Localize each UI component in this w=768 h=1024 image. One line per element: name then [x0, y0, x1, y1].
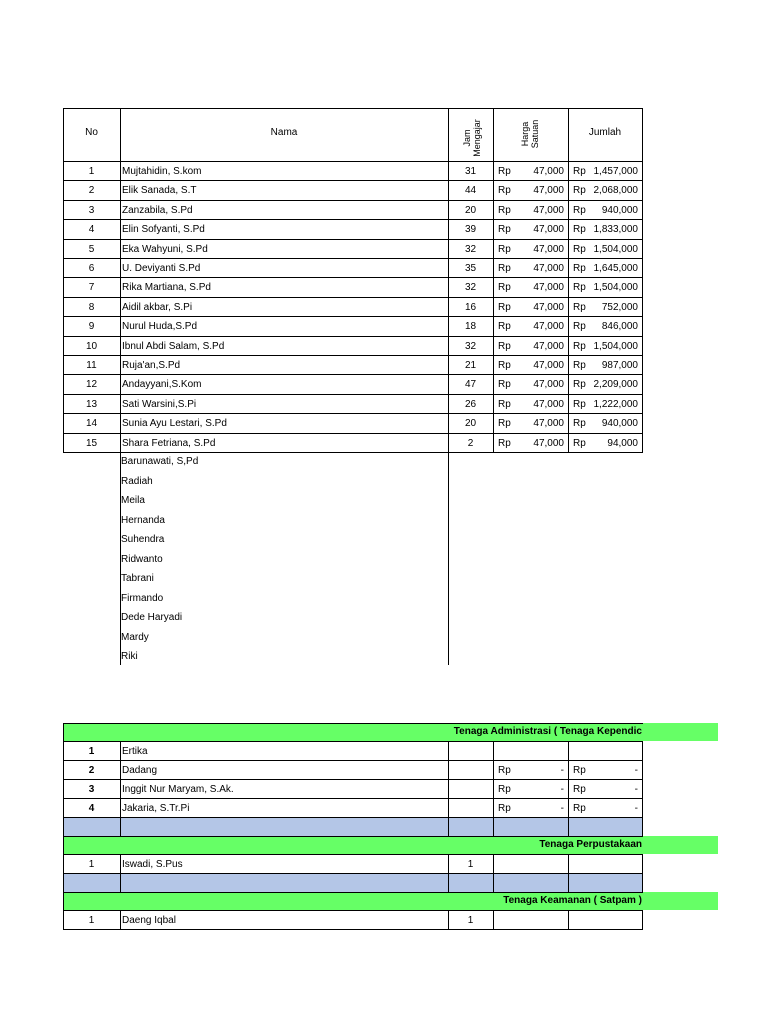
cell-jam: 31	[464, 166, 477, 177]
grid-line	[448, 854, 449, 874]
cell-jumlah: 1,504,000	[593, 282, 638, 293]
grid-line	[120, 452, 121, 665]
cell-no: 5	[88, 244, 95, 255]
grid-line	[568, 910, 569, 930]
cell-no: 13	[85, 399, 98, 410]
grid-line	[63, 200, 643, 201]
grid-line	[63, 779, 643, 780]
cell-harga: 47,000	[533, 418, 564, 429]
cell-rp-harga: Rp	[498, 784, 511, 795]
cell-no: 3	[88, 784, 95, 795]
cell-jumlah: -	[634, 803, 638, 814]
cell-nama: Andayyani,S.Kom	[122, 379, 202, 390]
grid-line	[63, 873, 643, 874]
grid-line	[448, 779, 449, 799]
grid-line	[642, 910, 643, 930]
cell-jumlah: 987,000	[601, 360, 638, 371]
cell-jumlah: 2,209,000	[593, 379, 638, 390]
grid-line	[63, 892, 643, 893]
cell-harga: 47,000	[533, 438, 564, 449]
grid-line	[120, 817, 121, 837]
cell-rp-jumlah: Rp	[573, 803, 586, 814]
grid-line	[493, 817, 494, 837]
list-item: Mardy	[121, 632, 149, 643]
cell-jam: 20	[464, 205, 477, 216]
cell-rp-jumlah: Rp	[573, 360, 586, 371]
grid-line	[493, 760, 494, 780]
cell-rp-jumlah: Rp	[573, 166, 586, 177]
grid-line	[63, 760, 643, 761]
grid-line	[63, 433, 643, 434]
grid-line	[63, 836, 643, 837]
grid-line	[642, 108, 643, 453]
cell-jumlah: 1,504,000	[593, 341, 638, 352]
grid-line	[642, 854, 643, 874]
cell-jam: 18	[464, 321, 477, 332]
cell-no: 11	[86, 360, 97, 371]
list-item: Tabrani	[121, 573, 154, 584]
cell-jumlah: 1,833,000	[593, 224, 638, 235]
cell-jumlah: -	[634, 765, 638, 776]
grid-line	[63, 297, 643, 298]
cell-jam: 1	[467, 859, 474, 870]
cell-no: 1	[88, 915, 95, 926]
grid-line	[63, 374, 643, 375]
grid-line	[63, 910, 643, 911]
cell-jumlah: 940,000	[601, 418, 638, 429]
list-item: Suhendra	[121, 534, 165, 545]
grid-line	[568, 873, 569, 893]
cell-harga: 47,000	[533, 302, 564, 313]
grid-line	[63, 452, 643, 453]
cell-nama: Iswadi, S.Pus	[122, 859, 183, 870]
grid-line	[63, 219, 643, 220]
grid-line	[568, 779, 569, 799]
cell-no: 12	[85, 379, 98, 390]
grid-line	[568, 760, 569, 780]
cell-rp-jumlah: Rp	[573, 765, 586, 776]
grid-line	[63, 277, 643, 278]
cell-rp-harga: Rp	[498, 399, 511, 410]
grid-line	[63, 161, 643, 162]
cell-jumlah: 1,222,000	[593, 399, 638, 410]
grid-line	[642, 817, 643, 837]
cell-no: 8	[88, 302, 95, 313]
cell-jumlah: 1,645,000	[593, 263, 638, 274]
cell-jam: 39	[464, 224, 477, 235]
grid-line	[63, 316, 643, 317]
cell-jam: 16	[464, 302, 477, 313]
cell-nama: Dadang	[122, 765, 158, 776]
grid-line	[63, 798, 64, 818]
cell-rp-harga: Rp	[498, 166, 511, 177]
grid-line	[120, 873, 121, 893]
list-item: Riki	[121, 651, 138, 662]
grid-line	[642, 760, 643, 780]
cell-nama: Sunia Ayu Lestari, S.Pd	[122, 418, 227, 429]
header-jam-line2: Mengajar	[472, 119, 482, 157]
grid-line	[568, 854, 569, 874]
cell-rp-harga: Rp	[498, 224, 511, 235]
cell-rp-harga: Rp	[498, 244, 511, 255]
grid-line	[493, 910, 494, 930]
grid-line	[63, 355, 643, 356]
list-item: Barunawati, S,Pd	[121, 456, 199, 467]
cell-rp-jumlah: Rp	[573, 224, 586, 235]
grid-line	[642, 779, 643, 799]
grid-line	[120, 798, 121, 818]
cell-harga: 47,000	[533, 224, 564, 235]
section-title: Tenaga Perpustakaan	[539, 839, 642, 850]
grid-line	[493, 108, 494, 453]
cell-rp-jumlah: Rp	[573, 341, 586, 352]
grid-line	[120, 779, 121, 799]
cell-no: 9	[88, 321, 95, 332]
cell-jumlah: 846,000	[601, 321, 638, 332]
list-item: Dede Haryadi	[121, 612, 183, 623]
grid-line	[63, 817, 64, 837]
cell-harga: 47,000	[533, 166, 564, 177]
cell-rp-harga: Rp	[498, 302, 511, 313]
cell-nama: Ibnul Abdi Salam, S.Pd	[122, 341, 225, 352]
cell-no: 4	[88, 803, 95, 814]
grid-line	[448, 108, 449, 453]
grid-line	[568, 108, 569, 453]
cell-nama: Jakaria, S.Tr.Pi	[122, 803, 190, 814]
grid-line	[493, 779, 494, 799]
list-item: Hernanda	[121, 515, 165, 526]
list-item: Meila	[121, 495, 145, 506]
cell-rp-harga: Rp	[498, 321, 511, 332]
cell-nama: Daeng Iqbal	[122, 915, 176, 926]
section-title: Tenaga Administrasi ( Tenaga Kependic	[453, 726, 642, 737]
cell-nama: Nurul Huda,S.Pd	[122, 321, 198, 332]
cell-rp-harga: Rp	[498, 379, 511, 390]
cell-nama: Aidil akbar, S.Pi	[122, 302, 193, 313]
cell-jam: 32	[464, 341, 477, 352]
cell-no: 2	[88, 765, 95, 776]
section-title: Tenaga Keamanan ( Satpam )	[503, 895, 642, 906]
grid-line	[63, 413, 643, 414]
cell-rp-jumlah: Rp	[573, 321, 586, 332]
cell-harga: 47,000	[533, 185, 564, 196]
cell-jumlah: 1,504,000	[593, 244, 638, 255]
grid-line	[63, 929, 643, 930]
cell-rp-harga: Rp	[498, 360, 511, 371]
cell-harga: 47,000	[533, 360, 564, 371]
cell-jam: 32	[464, 282, 477, 293]
cell-rp-jumlah: Rp	[573, 263, 586, 274]
grid-line	[448, 798, 449, 818]
cell-rp-harga: Rp	[498, 803, 511, 814]
header-harga-satuan	[520, 94, 542, 174]
grid-line	[120, 854, 121, 874]
cell-rp-harga: Rp	[498, 282, 511, 293]
cell-rp-harga: Rp	[498, 341, 511, 352]
cell-jam: 35	[464, 263, 477, 274]
grid-line	[63, 873, 64, 893]
cell-jam: 47	[464, 379, 477, 390]
cell-nama: Elik Sanada, S.T	[122, 185, 197, 196]
cell-rp-harga: Rp	[498, 205, 511, 216]
cell-harga: 47,000	[533, 399, 564, 410]
grid-line	[63, 741, 643, 742]
grid-line	[63, 723, 64, 742]
cell-no: 1	[88, 746, 95, 757]
grid-line	[568, 817, 569, 837]
cell-harga: -	[560, 765, 564, 776]
header-harga-line2: Satuan	[530, 119, 540, 149]
cell-harga: 47,000	[533, 205, 564, 216]
grid-line	[63, 336, 643, 337]
grid-line	[63, 836, 64, 855]
grid-line	[642, 741, 643, 761]
cell-rp-harga: Rp	[498, 765, 511, 776]
cell-nama: Zanzabila, S.Pd	[122, 205, 193, 216]
cell-rp-jumlah: Rp	[573, 244, 586, 255]
cell-nama: Shara Fetriana, S.Pd	[122, 438, 216, 449]
cell-jam: 1	[467, 915, 474, 926]
cell-rp-harga: Rp	[498, 418, 511, 429]
cell-jumlah: 94,000	[607, 438, 638, 449]
cell-jam: 2	[467, 438, 474, 449]
grid-line	[63, 741, 64, 761]
cell-nama: Rika Martiana, S.Pd	[122, 282, 211, 293]
grid-line	[120, 760, 121, 780]
cell-rp-jumlah: Rp	[573, 379, 586, 390]
cell-jumlah: -	[634, 784, 638, 795]
cell-no: 4	[88, 224, 95, 235]
grid-line	[63, 760, 64, 780]
grid-line	[120, 741, 121, 761]
cell-harga: 47,000	[533, 263, 564, 274]
spacer-row	[63, 817, 642, 836]
header-harga-line1: Harga	[520, 121, 530, 147]
cell-harga: 47,000	[533, 282, 564, 293]
cell-rp-jumlah: Rp	[573, 784, 586, 795]
cell-rp-jumlah: Rp	[573, 438, 586, 449]
grid-line	[448, 817, 449, 837]
cell-no: 14	[85, 418, 98, 429]
header-no: No	[85, 127, 98, 138]
cell-jumlah: 1,457,000	[593, 166, 638, 177]
header-jam-line1: Jam	[462, 129, 472, 147]
grid-line	[568, 741, 569, 761]
grid-line	[448, 452, 449, 665]
grid-line	[63, 892, 64, 911]
cell-rp-harga: Rp	[498, 263, 511, 274]
grid-line	[493, 741, 494, 761]
cell-no: 10	[85, 341, 98, 352]
grid-line	[63, 723, 643, 724]
cell-no: 15	[85, 438, 98, 449]
cell-no: 2	[88, 185, 95, 196]
cell-jumlah: 940,000	[601, 205, 638, 216]
grid-line	[120, 108, 121, 453]
cell-jumlah: 2,068,000	[593, 185, 638, 196]
header-jumlah: Jumlah	[588, 127, 622, 138]
grid-line	[63, 798, 643, 799]
cell-jam: 32	[464, 244, 477, 255]
grid-line	[642, 798, 643, 818]
cell-harga: 47,000	[533, 244, 564, 255]
cell-rp-harga: Rp	[498, 438, 511, 449]
grid-line	[448, 873, 449, 893]
grid-line	[448, 741, 449, 761]
cell-harga: -	[560, 784, 564, 795]
grid-line	[63, 854, 643, 855]
cell-no: 1	[88, 859, 95, 870]
cell-nama: Sati Warsini,S.Pi	[122, 399, 197, 410]
grid-line	[63, 394, 643, 395]
cell-rp-jumlah: Rp	[573, 418, 586, 429]
grid-line	[63, 258, 643, 259]
cell-jumlah: 752,000	[601, 302, 638, 313]
header-nama: Nama	[270, 127, 298, 138]
cell-nama: Ruja'an,S.Pd	[122, 360, 181, 371]
spacer-row	[63, 873, 642, 892]
cell-nama: Mujtahidin, S.kom	[122, 166, 202, 177]
cell-nama: Inggit Nur Maryam, S.Ak.	[122, 784, 234, 795]
grid-line	[568, 798, 569, 818]
grid-line	[493, 854, 494, 874]
grid-line	[63, 108, 643, 109]
cell-jam: 20	[464, 418, 477, 429]
grid-line	[63, 854, 64, 874]
cell-rp-jumlah: Rp	[573, 302, 586, 313]
cell-jam: 26	[464, 399, 477, 410]
cell-harga: 47,000	[533, 341, 564, 352]
cell-harga: 47,000	[533, 321, 564, 332]
cell-jam: 21	[464, 360, 477, 371]
grid-line	[63, 180, 643, 181]
grid-line	[642, 873, 643, 893]
cell-rp-jumlah: Rp	[573, 282, 586, 293]
cell-harga: 47,000	[533, 379, 564, 390]
cell-rp-harga: Rp	[498, 185, 511, 196]
grid-line	[63, 817, 643, 818]
list-item: Firmando	[121, 593, 164, 604]
cell-rp-jumlah: Rp	[573, 185, 586, 196]
grid-line	[493, 798, 494, 818]
grid-line	[63, 910, 64, 930]
grid-line	[448, 760, 449, 780]
grid-line	[120, 910, 121, 930]
grid-line	[63, 779, 64, 799]
cell-no: 7	[88, 282, 95, 293]
grid-line	[493, 873, 494, 893]
cell-jam: 44	[464, 185, 477, 196]
cell-nama: Elin Sofyanti, S.Pd	[122, 224, 205, 235]
grid-line	[63, 239, 643, 240]
cell-rp-jumlah: Rp	[573, 399, 586, 410]
list-item: Radiah	[121, 476, 153, 487]
cell-nama: U. Deviyanti S.Pd	[122, 263, 201, 274]
cell-rp-jumlah: Rp	[573, 205, 586, 216]
cell-no: 6	[88, 263, 95, 274]
cell-harga: -	[560, 803, 564, 814]
grid-line	[63, 108, 64, 453]
cell-no: 1	[88, 166, 95, 177]
grid-line	[448, 910, 449, 930]
cell-no: 3	[88, 205, 95, 216]
cell-nama: Ertika	[122, 746, 148, 757]
list-item: Ridwanto	[121, 554, 163, 565]
cell-nama: Eka Wahyuni, S.Pd	[122, 244, 208, 255]
